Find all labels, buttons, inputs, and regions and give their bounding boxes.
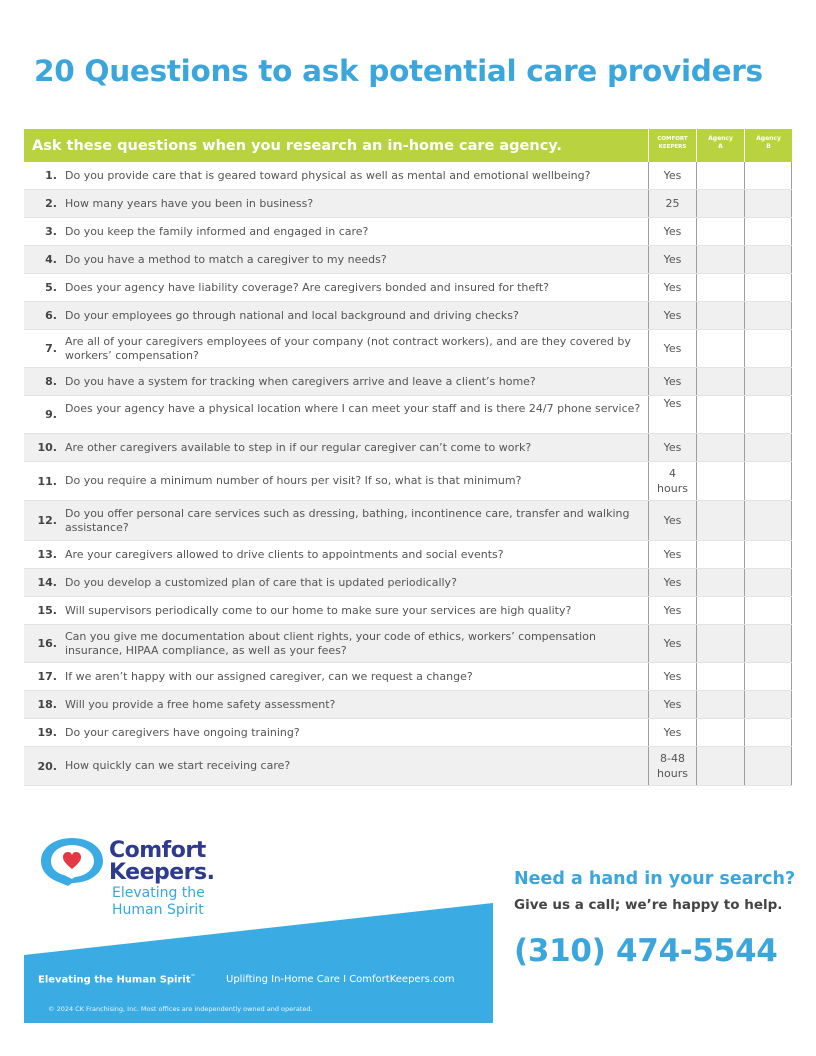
table-row bbox=[24, 274, 792, 302]
table-row bbox=[24, 368, 792, 396]
question-number: 13. bbox=[37, 548, 57, 561]
agency-b-answer-cell[interactable] bbox=[744, 719, 792, 746]
comfort-keepers-answer: Yes bbox=[648, 396, 696, 433]
footer-copyright: © 2024 CK Franchising, Inc. Most offices are independently owned and operated. bbox=[48, 1005, 313, 1013]
question-number: 15. bbox=[37, 604, 57, 617]
header-col3-line2: B bbox=[766, 143, 771, 150]
agency-a-answer-cell[interactable] bbox=[696, 218, 744, 245]
agency-b-answer-cell[interactable] bbox=[744, 462, 792, 500]
trademark-mark: ™ bbox=[190, 974, 196, 980]
question-number: 16. bbox=[37, 637, 57, 650]
agency-a-answer-cell[interactable] bbox=[696, 747, 744, 785]
questions-table bbox=[24, 129, 792, 786]
comfort-keepers-answer: Yes bbox=[648, 302, 696, 329]
agency-b-answer-cell[interactable] bbox=[744, 501, 792, 540]
agency-b-answer-cell[interactable] bbox=[744, 274, 792, 301]
header-agency-a bbox=[696, 129, 744, 162]
agency-a-answer-cell[interactable] bbox=[696, 302, 744, 329]
question-text: Do you develop a customized plan of care that is updated periodically? bbox=[65, 575, 457, 589]
agency-a-answer-cell[interactable] bbox=[696, 501, 744, 540]
table-row bbox=[24, 719, 792, 747]
agency-a-answer-cell[interactable] bbox=[696, 396, 744, 433]
agency-a-answer-cell[interactable] bbox=[696, 462, 744, 500]
question-number: 8. bbox=[45, 375, 57, 388]
question-number: 2. bbox=[45, 197, 57, 210]
comfort-keepers-answer: Yes bbox=[648, 569, 696, 596]
agency-a-answer-cell[interactable] bbox=[696, 330, 744, 367]
comfort-keepers-answer: Yes bbox=[648, 368, 696, 395]
table-row bbox=[24, 541, 792, 569]
question-text: Are all of your caregivers employees of your company (not contract workers), and are they covered by workers’ compensation? bbox=[65, 334, 631, 362]
table-header-title: Ask these questions when you research an in-home care agency. bbox=[32, 137, 562, 154]
agency-b-answer-cell[interactable] bbox=[744, 569, 792, 596]
table-row bbox=[24, 162, 792, 190]
page-title: 20 Questions to ask potential care providers bbox=[34, 54, 763, 88]
agency-b-answer-cell[interactable] bbox=[744, 396, 792, 433]
agency-a-answer-cell[interactable] bbox=[696, 190, 744, 217]
agency-b-answer-cell[interactable] bbox=[744, 190, 792, 217]
header-col2-line2: A bbox=[718, 143, 723, 150]
footer-website[interactable]: Uplifting In-Home Care I ComfortKeepers.com bbox=[226, 974, 455, 985]
agency-a-answer-cell[interactable] bbox=[696, 541, 744, 568]
question-number: 19. bbox=[37, 726, 57, 739]
question-number: 3. bbox=[45, 225, 57, 238]
question-text: Do you provide care that is geared toward physical as well as mental and emotional wellbeing? bbox=[65, 168, 591, 182]
table-row bbox=[24, 597, 792, 625]
comfort-keepers-answer: Yes bbox=[648, 541, 696, 568]
comfort-keepers-answer: 4 hours bbox=[648, 462, 696, 500]
agency-a-answer-cell[interactable] bbox=[696, 246, 744, 273]
comfort-keepers-answer: 25 bbox=[648, 190, 696, 217]
agency-b-answer-cell[interactable] bbox=[744, 302, 792, 329]
table-row bbox=[24, 625, 792, 663]
agency-a-answer-cell[interactable] bbox=[696, 597, 744, 624]
table-row bbox=[24, 434, 792, 462]
agency-b-answer-cell[interactable] bbox=[744, 663, 792, 690]
agency-a-answer-cell[interactable] bbox=[696, 162, 744, 189]
agency-a-answer-cell[interactable] bbox=[696, 569, 744, 596]
comfort-keepers-answer: Yes bbox=[648, 246, 696, 273]
question-text: How quickly can we start receiving care? bbox=[65, 759, 291, 772]
question-text: Are your caregivers allowed to drive clients to appointments and social events? bbox=[65, 547, 504, 561]
comfort-keepers-answer: Yes bbox=[648, 218, 696, 245]
comfort-keepers-answer: Yes bbox=[648, 597, 696, 624]
question-number: 4. bbox=[45, 253, 57, 266]
question-text: Can you give me documentation about client rights, your code of ethics, workers’ compensation insurance, HIPAA compliance, as well as your fees? bbox=[65, 629, 596, 657]
question-text: How many years have you been in business? bbox=[65, 196, 314, 210]
agency-a-answer-cell[interactable] bbox=[696, 434, 744, 461]
question-text: Do your employees go through national and local background and driving checks? bbox=[65, 308, 519, 322]
agency-b-answer-cell[interactable] bbox=[744, 691, 792, 718]
table-body bbox=[24, 162, 792, 786]
question-text: Do you have a system for tracking when caregivers arrive and leave a client’s home? bbox=[65, 374, 536, 388]
agency-b-answer-cell[interactable] bbox=[744, 625, 792, 662]
agency-b-answer-cell[interactable] bbox=[744, 368, 792, 395]
question-text: Does your agency have a physical location where I can meet your staff and is there 24/7 phone service? bbox=[65, 402, 641, 415]
table-row bbox=[24, 396, 792, 434]
contact-subheading: Give us a call; we’re happy to help. bbox=[514, 897, 783, 913]
question-number: 5. bbox=[45, 281, 57, 294]
logo-wordmark-comfort: Comfort bbox=[109, 838, 206, 863]
header-comfort-keepers bbox=[648, 129, 696, 162]
agency-b-answer-cell[interactable] bbox=[744, 541, 792, 568]
table-header bbox=[24, 129, 792, 162]
table-row bbox=[24, 218, 792, 246]
comfort-keepers-answer: Yes bbox=[648, 501, 696, 540]
comfort-keepers-answer: Yes bbox=[648, 719, 696, 746]
question-text: Do you have a method to match a caregiver to my needs? bbox=[65, 252, 387, 266]
table-row bbox=[24, 330, 792, 368]
question-number: 6. bbox=[45, 309, 57, 322]
question-number: 7. bbox=[45, 342, 57, 355]
table-row bbox=[24, 462, 792, 501]
table-row bbox=[24, 190, 792, 218]
agency-b-answer-cell[interactable] bbox=[744, 246, 792, 273]
contact-heading: Need a hand in your search? bbox=[514, 869, 796, 889]
question-number: 1. bbox=[45, 169, 57, 182]
logo-wordmark-keepers: Keepers. bbox=[109, 860, 215, 885]
table-row bbox=[24, 663, 792, 691]
table-row bbox=[24, 569, 792, 597]
agency-a-answer-cell[interactable] bbox=[696, 368, 744, 395]
question-number: 9. bbox=[45, 408, 57, 421]
question-text: Will supervisors periodically come to our home to make sure your services are high quality? bbox=[65, 603, 572, 617]
question-number: 10. bbox=[37, 441, 57, 454]
comfort-keepers-answer: Yes bbox=[648, 274, 696, 301]
footer-tagline-text: Elevating the Human Spirit bbox=[38, 974, 191, 986]
comfort-keepers-answer: Yes bbox=[648, 162, 696, 189]
question-text: If we aren’t happy with our assigned caregiver, can we request a change? bbox=[65, 669, 473, 683]
question-number: 11. bbox=[37, 474, 57, 488]
agency-a-answer-cell[interactable] bbox=[696, 274, 744, 301]
table-row bbox=[24, 747, 792, 786]
agency-a-answer-cell[interactable] bbox=[696, 719, 744, 746]
question-text: Are other caregivers available to step in if our regular caregiver can’t come to work? bbox=[65, 440, 532, 454]
table-row bbox=[24, 691, 792, 719]
logo-tagline-line1: Elevating the bbox=[112, 885, 205, 901]
agency-b-answer-cell[interactable] bbox=[744, 218, 792, 245]
header-col3-line1: Agency bbox=[756, 135, 781, 142]
question-text: Do you require a minimum number of hours per visit? If so, what is that minimum? bbox=[65, 474, 522, 487]
agency-b-answer-cell[interactable] bbox=[744, 434, 792, 461]
footer-tagline bbox=[38, 974, 196, 985]
comfort-keepers-answer: Yes bbox=[648, 434, 696, 461]
comfort-keepers-answer: Yes bbox=[648, 330, 696, 367]
question-number: 17. bbox=[37, 670, 57, 683]
header-agency-b bbox=[744, 129, 792, 162]
agency-b-answer-cell[interactable] bbox=[744, 162, 792, 189]
header-col1-line2: KEEPERS bbox=[658, 144, 687, 150]
comfort-keepers-answer: 8-48 hours bbox=[648, 747, 696, 785]
header-col1-line1: COMFORT bbox=[657, 136, 688, 142]
question-text: Do you keep the family informed and engaged in care? bbox=[65, 224, 369, 238]
question-number: 14. bbox=[37, 576, 57, 589]
comfort-keepers-logo-icon bbox=[38, 836, 106, 888]
comfort-keepers-answer: Yes bbox=[648, 663, 696, 690]
question-text: Will you provide a free home safety assessment? bbox=[65, 697, 336, 711]
contact-phone[interactable]: (310) 474-5544 bbox=[514, 933, 778, 969]
agency-b-answer-cell[interactable] bbox=[744, 597, 792, 624]
table-row bbox=[24, 501, 792, 541]
question-number: 18. bbox=[37, 698, 57, 711]
question-text: Does your agency have liability coverage? Are caregivers bonded and insured for theft? bbox=[65, 280, 549, 294]
question-number: 12. bbox=[37, 514, 57, 527]
agency-a-answer-cell[interactable] bbox=[696, 691, 744, 718]
table-row bbox=[24, 302, 792, 330]
question-number: 20. bbox=[37, 759, 57, 773]
agency-a-answer-cell[interactable] bbox=[696, 663, 744, 690]
agency-b-answer-cell[interactable] bbox=[744, 747, 792, 785]
question-text: Do your caregivers have ongoing training? bbox=[65, 725, 300, 739]
comfort-keepers-answer: Yes bbox=[648, 691, 696, 718]
agency-b-answer-cell[interactable] bbox=[744, 330, 792, 367]
question-text: Do you offer personal care services such as dressing, bathing, incontinence care, transfer and walking assistance? bbox=[65, 506, 630, 534]
comfort-keepers-answer: Yes bbox=[648, 625, 696, 662]
header-col2-line1: Agency bbox=[708, 135, 733, 142]
table-row bbox=[24, 246, 792, 274]
logo-tagline-line2: Human Spirit bbox=[112, 902, 204, 918]
agency-a-answer-cell[interactable] bbox=[696, 625, 744, 662]
